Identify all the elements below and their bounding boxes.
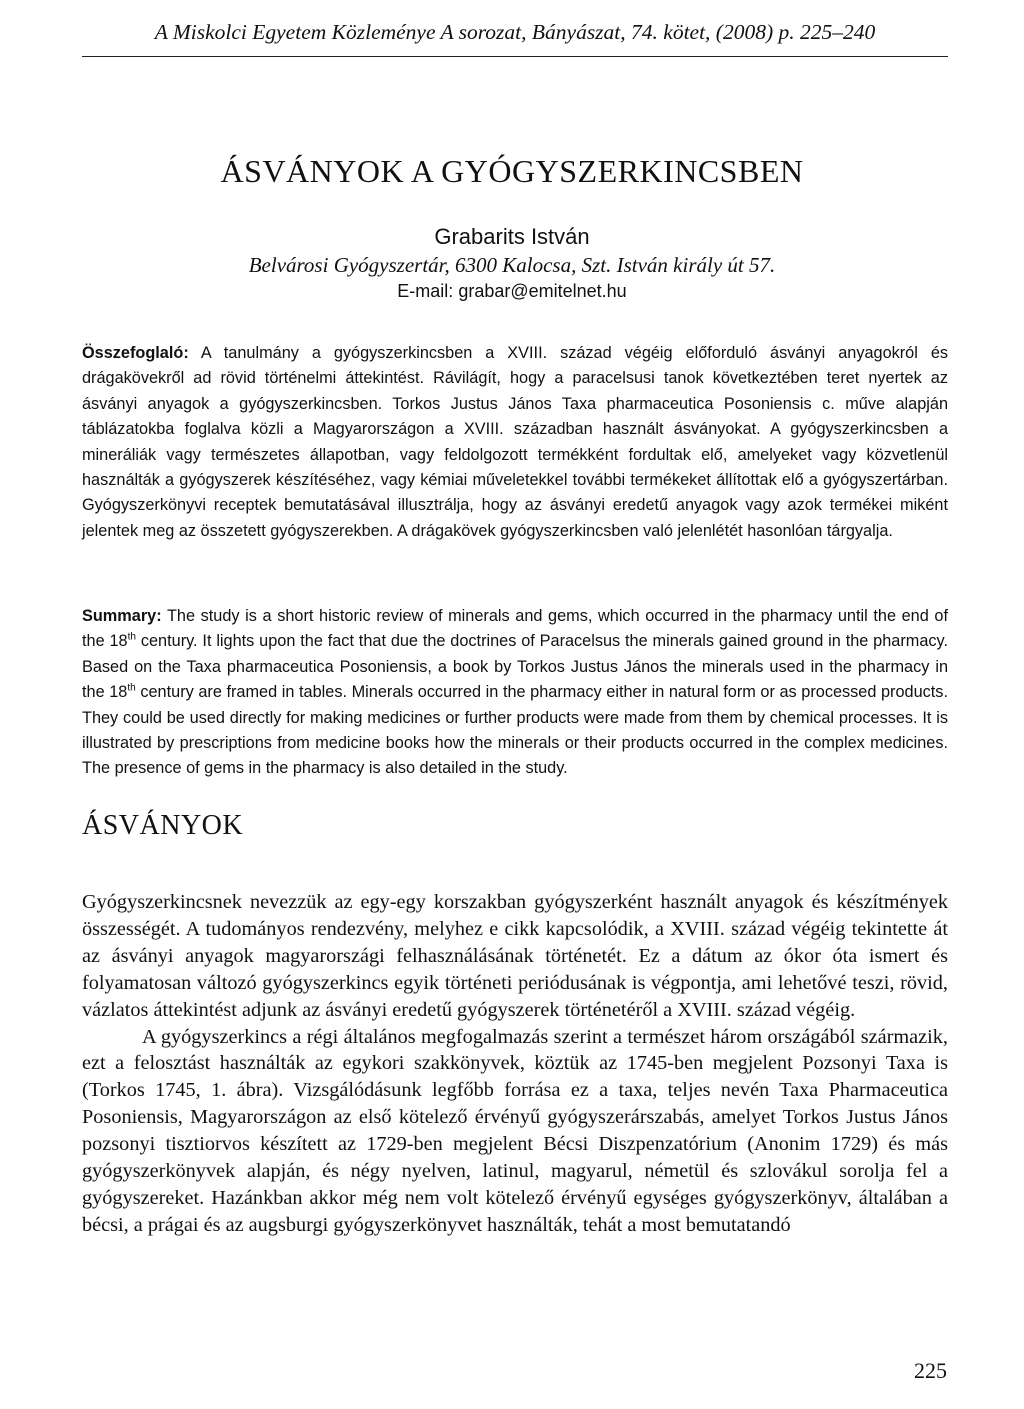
article-title: ÁSVÁNYOK A GYÓGYSZERKINCSBEN [220,153,804,189]
running-head: A Miskolci Egyetem Közleménye A sorozat, Bányászat, 74. kötet, (2008) p. 225–240 [154,20,876,44]
abstract-en-text-3: century are framed in tables. Minerals occurred in the pharmacy either in natural form or as processed products. They could be used directly for making medicines or further products were made from them by chemical processes. It is illustrated by prescriptions from medicine books how the minerals or their products occurred in the complex medicines. The presence of gems in the pharmacy is also detailed in the study. [82,683,948,778]
email-address[interactable]: grabar@emitelnet.hu [458,281,627,301]
abstract-en-superscript-2: th [127,682,136,694]
email-label: E-mail: [397,281,454,301]
section-heading: ÁSVÁNYOK [82,810,244,841]
abstract-hungarian [82,341,948,544]
author-affiliation: Belvárosi Gyógyszertár, 6300 Kalocsa, Szt. István király út 57. [248,253,776,277]
header-rule [82,56,948,57]
abstract-hu-text: A tanulmány a gyógyszerkincsben a XVIII. század végéig előforduló ásványi anyagokról és drágakövekről ad rövid történelmi áttekintést. Rávilágít, hogy a paracelsusi tanok következtében teret nyertek az ásványi anyagok a gyógyszerkincsben. Torkos Justus János Taxa pharmaceutica Posoniensis c. műve alapján táblázatokba foglalva közli a Magyarországon a XVIII. században használt ásványokat. A gyógyszerkincsben a mineráliák vagy természetes állapotban, vagy feldolgozott termékként fordultak elő, amelyeket vagy közvetlenül használták a gyógyszerek készítéséhez, vagy kémiai műveletekkel további termékeket állítottak elő a gyógyszertárban. Gyógyszerkönyvi receptek bemutatásával illusztrálja, hogy az ásványi eredetű anyagok vagy azok termékei miként jelentek meg az összetett gyógyszerekben. A drágakövek gyógyszerkincsben való jelenlétét hasonlóan tárgyalja. [82,344,949,540]
abstract-hu-label: Összefoglaló: [82,344,189,362]
section-body [82,889,948,1239]
author-name: Grabarits István [434,224,590,249]
body-paragraph: A gyógyszerkincs a régi általános megfogalmazás szerint a természet három országából származik, ezt a felosztást használták az egykori szakkönyvek, köztük az 1745-ben megjelent Pozsonyi Taxa is (Torkos 1745, 1. ábra). Vizsgálódásunk legfőbb forrása ez a taxa, teljes nevén Taxa Pharmaceutica Posoniensis, Magyarországon az első kötelező érvényű gyógyszerárszabás, amelyet Torkos Justus János pozsonyi tisztiorvos készített az 1729-ben megjelent Bécsi Diszpenzatórium (Anonim 1729) és más gyógyszerkönyvek alapján, és négy nyelven, latinul, magyarul, németül és szlovákul sorolja fel a gyógyszereket. Hazánkban akkor még nem volt kötelező érvényű egységes gyógyszerkönyv, általában a bécsi, a prágai és az augsburgi gyógyszerkönyvet használták, tehát a most bemutatandó [82,1025,948,1236]
abstract-en-text-1: The study is a short historic review of minerals and gems, which occurred in the pharmacy until the end of the 18 [82,607,948,651]
body-paragraph: Gyógyszerkincsnek nevezzük az egy-egy korszakban gyógyszerként használt anyagok és készítmények összességét. A tudományos rendezvény, melyhez e cikk kapcsolódik, a XVIII. század végéig tekintette át az ásványi anyagok magyarországi felhasználásának történetét. Ez a dátum az ókor óta ismert és folyamatosan változó gyógyszerkincs egyik történeti periódusának is végpontja, ami lehetővé teszi, rövid, vázlatos áttekintést adjunk az ásványi eredetű gyógyszerek történetéről a XVIII. század végéig. [82,891,948,1021]
abstract-english [82,604,948,782]
page-number: 225 [914,1358,947,1383]
abstract-en-superscript-1: th [127,631,137,643]
author-email-line [0,278,1024,304]
abstract-en-text-2: century. It lights upon the fact that due the doctrines of Paracelsus the minerals gained ground in the pharmacy. Based on the Taxa pharmaceutica Posoniensis, a book by Torkos Justus János the minerals used in the pharmacy in the 18 [82,632,948,702]
abstract-en-label: Summary: [82,607,162,625]
